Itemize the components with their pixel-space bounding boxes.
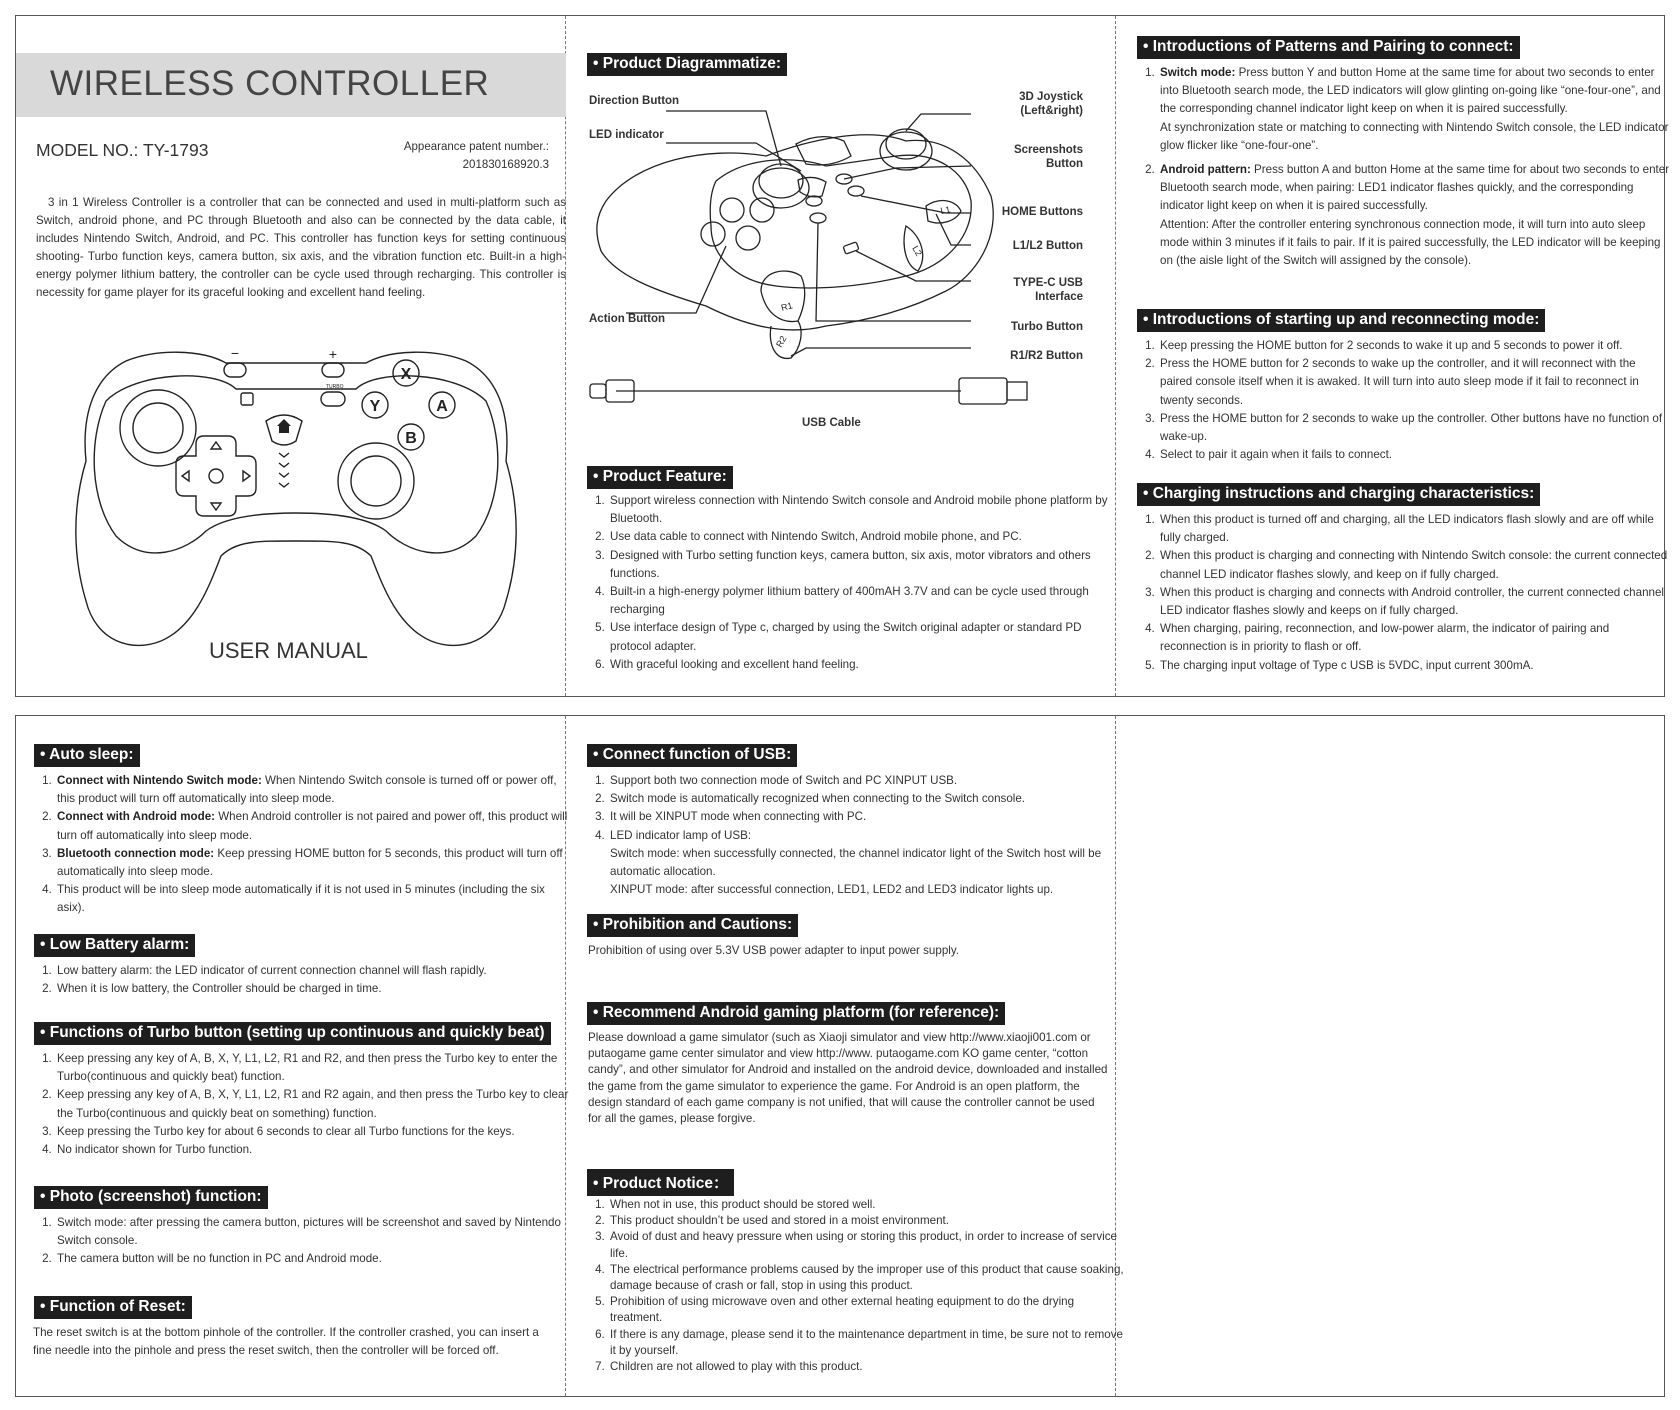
controller-body-outline (76, 352, 516, 645)
dpad[interactable] (176, 436, 256, 516)
plus-button[interactable] (322, 363, 344, 377)
list-item: 1. When not in use, this product should be stored well. (608, 1197, 1128, 1213)
l2-label: L2 (910, 244, 924, 258)
list-item: 2. When it is low battery, the Controller should be charged in time. (55, 980, 575, 998)
list-item (55, 881, 575, 917)
button-x-label: X (400, 366, 412, 383)
model-number: MODEL NO.: TY-1793 (36, 140, 209, 160)
reset-header: • Function of Reset: (34, 1296, 192, 1319)
list-item: 6. If there is any damage, please send it to the maintenance department in time, be sure not to remove it by yourself. (608, 1327, 1128, 1359)
button-y-label: Y (369, 398, 381, 415)
charging-header: • Charging instructions and charging characteristics: (1137, 483, 1540, 506)
left-stick[interactable] (133, 403, 183, 453)
usb-switch-mode: Switch mode: when successfully connected, the channel indicator light of the Switch host will be automatic allocation. (610, 846, 1102, 879)
usb-list (589, 772, 1128, 899)
label-direction-button: Direction Button (589, 95, 680, 107)
patent-number: 201830168920.3 (462, 159, 549, 171)
android-mode-label: Android pattern: (1160, 163, 1251, 177)
controller-front-illustration (66, 341, 526, 656)
home-icon (277, 419, 291, 433)
minus-button[interactable] (224, 363, 246, 377)
diagram-turbo-button[interactable] (810, 213, 826, 223)
photo-header: • Photo (screenshot) function: (34, 1186, 268, 1209)
diagram-r1-trigger[interactable] (761, 271, 805, 322)
minus-label: − (230, 345, 240, 361)
list-item (55, 772, 575, 808)
list-item: 2. This product shouldn’t be used and stored in a moist environment. (608, 1213, 1128, 1229)
list-item (608, 827, 1128, 900)
android-mode-text: Press button A and button Home at the same time for about two seconds to enter Bluetooth search mode, when pairing: LED1 indicator flashes quickly, and the corresponding indicator light keep on when it is paired successfully. (1160, 163, 1670, 213)
page-title: WIRELESS CONTROLLER (50, 64, 490, 103)
list-item: 2. Use data cable to connect with Nintendo Switch, Android mobile phone, and PC. (608, 528, 1108, 546)
list-item: 1. Support wireless connection with Nintendo Switch console and Android mobile phone platform by Bluetooth. (608, 492, 1108, 528)
photo-list (36, 1214, 575, 1269)
list-item: 7. Children are not allowed to play with this product. (608, 1359, 1128, 1375)
list-item: 1. Support both two connection mode of Switch and PC XINPUT USB. (608, 772, 1128, 790)
item-text: LED indicator lamp of USB: (610, 828, 752, 842)
dpad-center (209, 469, 223, 483)
feature-header: • Product Feature: (587, 466, 733, 489)
item-text: This product will be into sleep mode automatically if it is not used in 5 minutes (including the six asix). (57, 883, 545, 915)
list-item: 2. Switch mode is automatically recognized when connecting to the Switch console. (608, 790, 1128, 808)
controller-diagram (576, 86, 1096, 466)
diagram-body-outline (597, 135, 993, 330)
switch-mode-label: Switch mode: (1160, 66, 1236, 79)
left-joystick[interactable] (759, 164, 803, 198)
dpad-left-arrow (182, 471, 189, 481)
list-item: 4. Built-in a high-energy polymer lithium battery of 400mAH 3.7V and can be cycle used through recharging (608, 583, 1108, 619)
diagram-button-b[interactable] (736, 226, 760, 250)
fold-line (1115, 16, 1116, 696)
item-lead: Connect with Android mode: (57, 810, 216, 824)
list-item: 3. It will be XINPUT mode when connecting with PC. (608, 808, 1128, 826)
label-action-button: Action Button (589, 313, 666, 325)
user-manual-label: USER MANUAL (209, 638, 368, 663)
turbo-button[interactable] (321, 392, 345, 406)
reset-text: The reset switch is at the bottom pinhole of the controller. If the controller crashed, you can insert a fine needle into the pinhole and press the reset switch, then the controller will be forced off. (33, 1326, 539, 1358)
switch-mode-note: At synchronization state or matching to connecting with Nintendo Switch console, the LED indicator glow flicker like “one-four-one”. (1160, 120, 1669, 152)
label-3d-joystick: 3D Joystick (Left&right) (1019, 91, 1083, 117)
list-item: 4. No indicator shown for Turbo function. (55, 1141, 575, 1159)
button-a-label: A (436, 398, 448, 415)
list-item: 3. Keep pressing the Turbo key for about 6 seconds to clear all Turbo functions for the keys. (55, 1123, 575, 1141)
fold-line (565, 16, 566, 696)
notice-header: • Product Notice： (587, 1169, 734, 1196)
item-text: Keep pressing HOME button for 5 seconds, this product will turn off automatically into sleep mode. (57, 846, 563, 879)
button-b-label: B (405, 430, 417, 447)
diagram-typec-port (843, 242, 859, 254)
dpad-down-arrow (211, 503, 221, 510)
caution-text: Prohibition of using over 5.3V USB power adapter to input power supply. (588, 944, 959, 957)
turbo-header: • Functions of Turbo button (setting up continuous and quickly beat) (34, 1022, 551, 1045)
plus-label: + (328, 346, 338, 362)
usb-a-plug (1007, 382, 1027, 400)
list-item: 3. Designed with Turbo setting function keys, camera button, six axis, motor vibrators and others functions. (608, 547, 1108, 583)
diagram-button-y[interactable] (720, 198, 744, 222)
turbo-label: TURBO (326, 384, 344, 390)
led-indicators (279, 453, 289, 487)
list-item: 2. The camera button will be no function in PC and Android mode. (55, 1250, 575, 1268)
label-r1r2-button: R1/R2 Button (1010, 350, 1083, 362)
list-item: 2. Keep pressing any key of A, B, X, Y, L1, L2, R1 and R2 again, and then press the Turbo key to clear the Turbo(continuous and quickly beat on something) function. (55, 1086, 575, 1122)
android-header: • Recommend Android gaming platform (for reference): (587, 1002, 1005, 1025)
startup-list (1139, 337, 1670, 464)
list-item: 1. Keep pressing any key of A, B, X, Y, L1, L2, R1 and R2, and then press the Turbo key to enter the Turbo(continuous and quickly beat) function. (55, 1050, 575, 1086)
right-joystick[interactable] (886, 129, 926, 159)
intro-paragraph (36, 194, 566, 302)
list-item: 2. When this product is charging and connecting with Nintendo Switch console: the current connected channel LED indicator flashes slowly, and keep on if fully charged. (1158, 547, 1670, 583)
manual-sheet-back (15, 715, 1665, 1397)
right-stick[interactable] (351, 456, 401, 506)
r2-label: R2 (774, 334, 789, 349)
diagram-button-x[interactable] (750, 198, 774, 222)
battery-list (36, 962, 575, 998)
pairing-list (1139, 64, 1670, 270)
usb-header: • Connect function of USB: (587, 744, 797, 767)
feature-list (589, 492, 1108, 674)
caution-header: • Prohibition and Cautions: (587, 914, 798, 937)
label-home-buttons: HOME Buttons (1001, 206, 1083, 218)
autosleep-list (36, 772, 575, 918)
right-stick-ring (338, 443, 414, 519)
patent-label: Appearance patent number.: (403, 141, 549, 153)
list-item: 1. Low battery alarm: the LED indicator of current connection channel will flash rapidly. (55, 962, 575, 980)
diagram-dpad[interactable] (796, 137, 851, 165)
android-mode-note: Attention: After the controller entering synchronous connection mode, it will turn into auto sleep mode within 3 minutes if it fails to pair. If it is paired successfully, the LED indicator will be keeping on (the aisle light of the Switch will assigned by the console). (1160, 217, 1661, 268)
l1-label: L1 (939, 204, 952, 216)
list-item (1158, 161, 1670, 270)
label-typec-interface: TYPE-C USB Interface (1013, 277, 1083, 303)
list-item: 1. Keep pressing the HOME button for 2 seconds to wake it up and 5 seconds to power it off. (1158, 337, 1670, 355)
manual-sheet-front (15, 15, 1670, 697)
notice-list (589, 1197, 1128, 1375)
usb-a-plug-body (959, 378, 1007, 404)
autosleep-header: • Auto sleep: (34, 744, 140, 767)
list-item: 4. When charging, pairing, reconnection, and low-power alarm, the indicator of pairing and reconnection is in priority to flash or off. (1158, 620, 1670, 656)
switch-mode-text: Press button Y and button Home at the same time for about two seconds to enter into Bluetooth search mode, the LED indicators will glow glinting on-going like “one-four-one”, and the corresponding channel indicator light keep on when it is paired successfully. (1160, 66, 1661, 116)
list-item: 5. Prohibition of using microwave oven and other external heating equipment to do the drying treatment. (608, 1294, 1128, 1326)
item-lead: Connect with Nintendo Switch mode: (57, 774, 262, 787)
android-text: Please download a game simulator (such as Xiaoji simulator and view http://www.xiaoji001.com or putaogame game center simulator and view http://www. putaogame.com KO game center, “cotton candy”, and other simulator for Android and installed on the android device, downloaded and installed the game from the game simulator to experience the game. For Android is an open platform, the design standard of each game company is not unified, that will cause the controller cannot be used for all the games, please forgive. (588, 1031, 1108, 1126)
list-item: 3. When this product is charging and connects with Android controller, the current connected channel LED indicator flashes slowly and keeps on if fully charged. (1158, 584, 1670, 620)
item-text: When Android controller is not paired and power off, this product will turn off automatically into sleep mode. (57, 810, 568, 842)
list-item (55, 845, 575, 881)
list-item: 1. Switch mode: after pressing the camera button, pictures will be screenshot and saved by Nintendo Switch console. (55, 1214, 575, 1250)
list-item (1158, 64, 1670, 155)
charging-list (1139, 511, 1670, 675)
label-usb-cable: USB Cable (802, 417, 861, 429)
diagram-minus-button[interactable] (848, 186, 864, 196)
usb-xinput-mode: XINPUT mode: after successful connection, LED1, LED2 and LED3 indicator lights up. (610, 883, 1054, 897)
patent-info (404, 138, 549, 174)
label-screenshots-button: Screenshots Button (1013, 144, 1083, 170)
item-text: When Nintendo Switch console is turned off or power off, this product will turn off automatically into sleep mode. (57, 774, 557, 806)
turbo-list (36, 1050, 575, 1159)
screenshot-button[interactable] (241, 393, 253, 405)
label-l1l2-button: L1/L2 Button (1012, 240, 1083, 252)
dpad-up-arrow (211, 442, 221, 449)
diagram-header: • Product Diagrammatize: (587, 53, 787, 76)
dpad-right-arrow (243, 471, 250, 481)
list-item: 3. Avoid of dust and heavy pressure when using or storing this product, in order to increase of service life. (608, 1229, 1128, 1261)
item-lead: Bluetooth connection mode: (57, 846, 215, 860)
list-item: 1. When this product is turned off and charging, all the LED indicators flash slowly and are off while fully charged. (1158, 511, 1670, 547)
list-item (55, 808, 575, 844)
list-item: 4. The electrical performance problems caused by the improper use of this product that cause soaking, damage because of crash or fall, stop in using this product. (608, 1262, 1128, 1294)
left-stick-ring (120, 390, 196, 466)
r1-label: R1 (779, 300, 794, 313)
list-item: 3. Press the HOME button for 2 seconds to wake up the controller. Other buttons have no function of wake-up. (1158, 410, 1670, 446)
list-item: 5. Use interface design of Type c, charged by using the Switch original adapter or standard PD protocol adapter. (608, 619, 1108, 655)
usb-c-plug (590, 384, 606, 398)
list-item: 2. Press the HOME button for 2 seconds to wake up the controller, and it will reconnect with the paired console itself when it is awaked. It will turn into auto sleep mode if it fail to reconnect in twenty seconds. (1158, 355, 1670, 410)
pairing-header: • Introductions of Patterns and Pairing to connect: (1137, 36, 1520, 59)
list-item: 5. The charging input voltage of Type c USB is 5VDC, input current 300mA. (1158, 657, 1670, 675)
list-item: 4. Select to pair it again when it fails to connect. (1158, 446, 1670, 464)
label-led-indicator: LED indicator (589, 129, 664, 141)
list-item: 6. With graceful looking and excellent hand feeling. (608, 656, 1108, 674)
battery-header: • Low Battery alarm: (34, 934, 195, 957)
label-turbo-button: Turbo Button (1011, 321, 1083, 333)
intro-text: 3 in 1 Wireless Controller is a controller that can be connected and used in multi-platform such as Switch, android phone, and PC through Bluetooth and also can be connected by the data cable, it includes Nintendo Switch, Android, and PC. This controller has function keys for setting continuous shooting- Turbo function keys, camera button, six axis, and the vibration function etc. Built-in a high-energy polymer lithium battery, the controller can be cycle used through recharging. This controller is necessity for game player for its graceful looking and excellent hand feeling. (36, 196, 566, 299)
startup-header: • Introductions of starting up and reconnecting mode: (1137, 309, 1545, 332)
